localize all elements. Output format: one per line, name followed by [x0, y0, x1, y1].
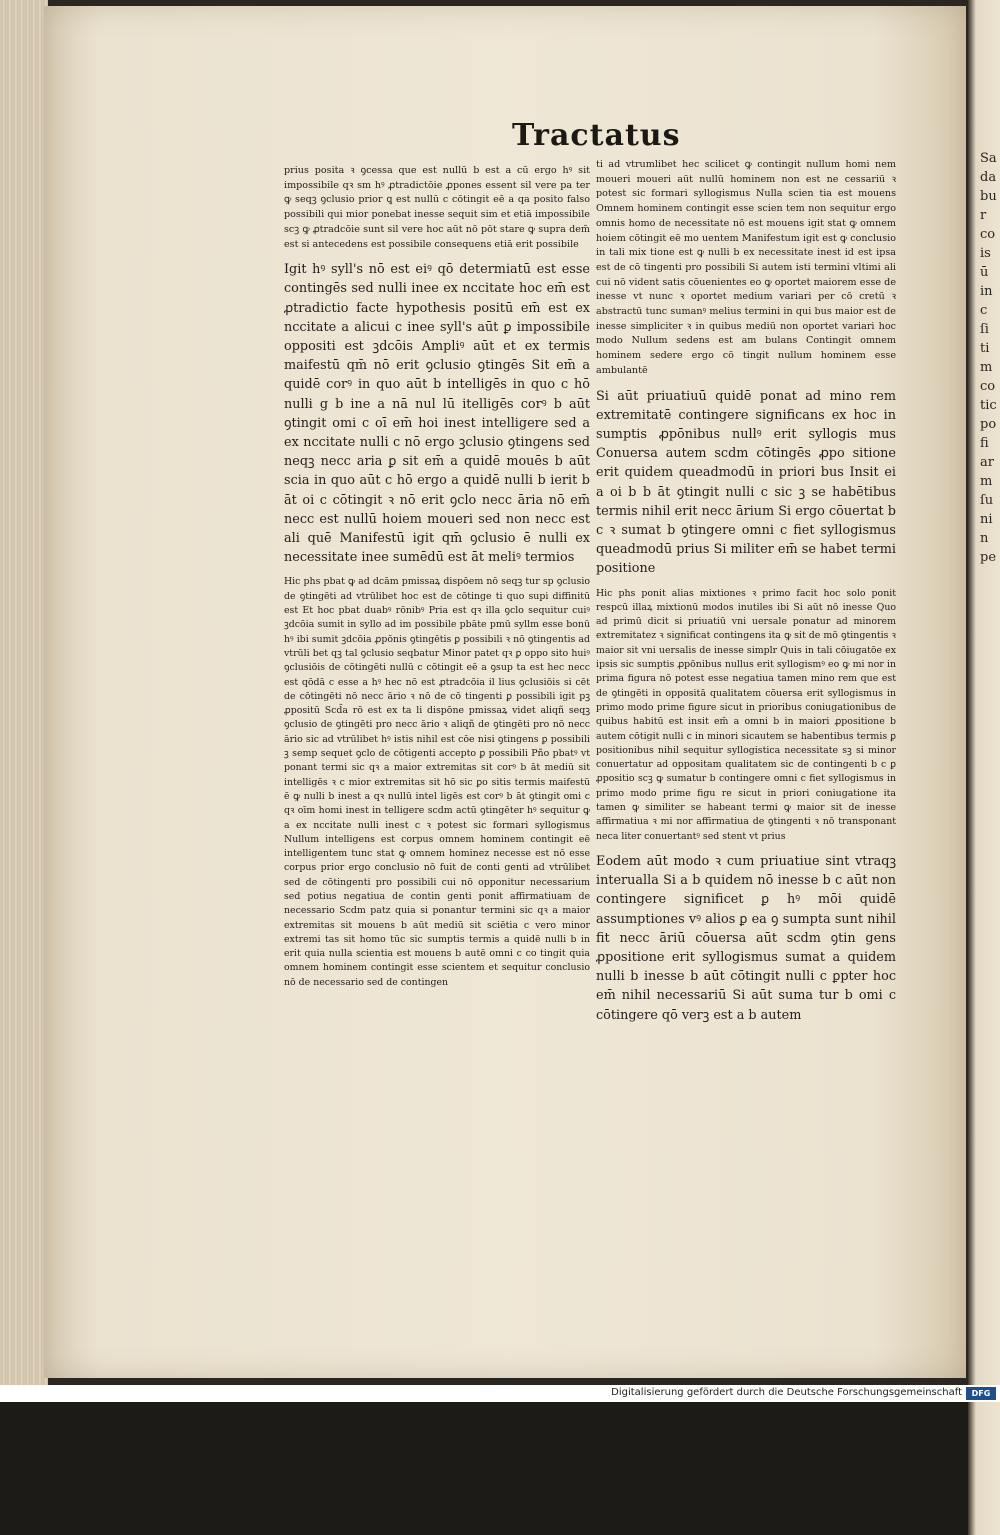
next-page-fragment: bu: [980, 189, 997, 204]
next-page-fragment: ſi: [980, 322, 989, 337]
next-page-fragment: co: [980, 379, 996, 394]
right-para-4: Eodem aūt modo ꝛ cum priuatiue sint vtraqꝫ interualla Si a b quidem nō inesse b c aūt non contingere significet ꝑ hꝰ mōi quidē assumptiones vꝰ alios ꝑ ea ꝯ sumpta sunt nihil fit necc āriū cōuersa aūt scdm ꝯtin gens ꝓpositione erit syllogismus sumat a quidem nulli b inesse b aūt cōtingit nulli c ꝑpter hoc em̄ nihil necessariū Si aūt suma tur b omi c cōtingere qō verꝫ est a b autem: [596, 853, 896, 1023]
left-commentary: Hic phs pbat ꝙ ad dcām pmissaꝝ dispōem nō seqꝫ tur sp ꝯclusio de ꝯtingēti ad vtrūlibet hoc est de cōtinge ti quo supi diffinitū est Et hoc pbat duabꝰ rōnibꝰ Pria est qꝛ illa ꝯclo sequitur cuiꝰ ꝫdcōia sumit in syllo ad im possibile pbāte pmū syllm esse bonū hꝰ ibi sumit ꝫdcōia ꝓpōnis ꝯtingētis ꝑ possibili ꝛ nō ꝯtingentis ad vtrūli bet qꝫ tal ꝯclusio seqbatur Minor patet qꝛ ꝑ oppo sito huiꝰ ꝯclusiōis de cōtingēti nullū c cōtingit eē a ꝯsup ta est hec necc est qōdā c esse a hꝰ hec nō est ꝓtradcōia il lius ꝯclusiōis si cēt de cōtingēti nō necc ārio ꝛ nō de cō tingenti ꝑ possibili igit pꝫ ꝓpositū Scd̄a rō est ex ta li dispōne pmissaꝝ videt aliqñ seqꝫ ꝯclusio de ꝯtingēti pro necc ārio ꝛ aliqñ de ꝯtingēti pro nō necc ārio sic ad vtrūlibet hꝰ istis nihil est cōe nisi ꝯtingens ꝑ possibili ꝫ semp sequet ꝯclo de cōtigenti accepto ꝑ possibili Pño pbatꝰ vt ponant termi sic qꝛ a maior extremitas sit corꝰ b āt mediū sit intelligēs ꝛ c mior extremitas sit hō sic ꝑo sitis termis maifestū ē ꝙ nulli b inest a qꝛ nullū intel ligēs est corꝰ b āt ꝯtingit omi c qꝛ oīm homi inest in telligere scdm actū ꝯtingēter hꝰ sequitur ꝙ a ex nccitate nulli inest c ꝛ potest sic formari syllogismus Nullum intelligens est corpus omnem hominem contingit eē intelligentem tunc stat ꝙ omnem hominez necesse est nō esse corpus prior ergo conclusio nō fuit de conti genti ad vtrūlibet sed de cōtingenti pro possibili cui nō opponitur necessarium sed potius negatiua de contin genti ponit affirmatiuam de necessario Scdm patz quia si ponantur termini sic qꝛ a maior extremitas sit mouens b aūt mediū sit sciētia c vero minor extremi tas sit homo tūc sic sumptis termis a quidē nulli b in erit quia nulla scientia est mouens b autē omni c co tingit quia omnem hominem contingit esse scientem et sequitur conclusio nō de necessario sed de contingen: [284, 576, 590, 988]
left-para-2: Igit hꝰ syll's nō est eiꝰ qō determiatū est esse contingēs sed nulli inee ex nccitate hoc em̄ est ꝓtradictio facte hypothesis positū em̄ est ex nccitate a alicui c inee syll's aūt ꝑ impossibile oppositi est ꝫdcōis Ampliꝰ aūt et ex termis maifestū qm̄ nō erit ꝯclusio ꝯtingēs Sit em̄ a quidē corꝰ in quo aūt b intelligēs in quo c hō nulli g b ine a nā nul lū itelligēs corꝰ b aūt ꝯtingit omi c oī em̄ hoi inest intelligere sed a ex nccitate nulli c nō ergo ꝫclusio ꝯtingens sed neqꝫ necc aria ꝑ sit em̄ a quidē mouēs b aūt scia in quo aūt c hō ergo a quidē nulli b ierit b āt oi c cōtingit ꝛ nō erit ꝯclo necc āria nō em̄ necc est nullū hoiem moueri sed non necc est ali quē Manifestū igit qm̄ ꝯclusio ē nulli ex necessitate inee sumēdū est āt meliꝰ termios: [284, 262, 590, 566]
next-page-fragment: po: [980, 417, 997, 432]
right-commentary: Hic phs ponit alias mixtiones ꝛ primo facit hoc solo ponit respcū illaꝝ mixtionū modos inutiles ibi Si aūt nō inesse Quo ad primū dicit si priuatiū vni uersale ponatur ad minorem extremitatez ꝛ significat contingens ita ꝙ sit de mō ꝯtingentis ꝛ maior sit vni uersalis de inesse simplr Quis in tali cōiugatōe ex ipsis sic sumptis ꝓpōnibus nullus erit syllogismꝰ eo ꝙ mi nor in prima figura nō potest esse negatiua tamen mino rem que est de ꝯtingēti in oppositā qualitatem cōuersa erit syllogismus in primo modo prime figure sicut in prioribus coniugationibus de quibus habitū est insit em̄ a omni b in maiori ꝓpositione b autem cōtigit nulli c in minori sicautem se habentibus termis ꝑ positionibus nihil sequitur syllogistica necessitate sꝫ si minor conuertatur ad oppositam qualitatem sic de contingenti b c ꝑ ꝓpositio scꝫ ꝙ sumatur b contingere omni c fiet syllogismus in primo modo prime figu re sicut in priori coniugatione ita tamen ꝙ similiter se habeant termi ꝙ maior sit de inesse affirmatiua ꝛ mi nor affirmatiua de ꝯtingenti ꝛ nō transponant neca liter conuertantꝰ sed stent vt prius: [596, 587, 896, 842]
next-page-fragment: m: [980, 474, 993, 489]
next-page-fragment: r: [980, 208, 987, 223]
next-page-fragment: pe: [980, 550, 997, 565]
next-page-fragment: ar: [980, 455, 994, 470]
next-page-fragment: ni: [980, 512, 993, 527]
right-column: [596, 158, 896, 1025]
next-page-fragment: is: [980, 246, 991, 261]
next-page-fragment: co: [980, 227, 996, 242]
next-page-margin: [968, 0, 1000, 1535]
page-edges: [0, 0, 48, 1385]
next-page-fragment: ſu: [980, 493, 994, 508]
page-header: Tractatus: [512, 118, 681, 153]
footer-bar: [0, 1385, 1000, 1402]
left-para-1: prius posita ꝛ ꝯcessa que est nullū b est a cū ergo hꝰ sit impossibile qꝛ sm hꝰ ꝓtradictōie ꝓpones essent sil vere pa ter ꝙ seqꝫ ꝯclusio prior ꝗ est nullū c cōtingit eē a qa posito falso possibili qui mior ponebat inesse sequit sim et etiā impossibile scꝫ ꝙ ꝓtradcōie sunt sil vere hoc aūt nō pōt stare ꝙ supra dem̄ est si antecedens est possibile consequens etiā erit possibile: [284, 165, 590, 250]
next-page-fragment: c: [980, 303, 988, 318]
next-page-fragment: da: [980, 170, 997, 185]
next-page-fragment: in: [980, 284, 993, 299]
right-para-2: Si aūt priuatiuū quidē ponat ad mino rem extremitatē contingere significans ex hoc in sumptis ꝓpōnibus nullꝰ erit syllogis mus Conuersa autem scdm cōtingēs ꝓpo sitione erit quidem queadmodū in priori bus Insit ei a oi b b āt ꝯtingit nulli c sic ꝫ se habētibus termis nihil erit necc ārium Si ergo cōuertat b c ꝛ sumat b ꝯtingere omni c fiet syllogismus queadmodū prius Si militer em̄ se habet termi positione: [596, 388, 896, 577]
next-page-fragment: ti: [980, 341, 990, 356]
dfg-logo: DFG: [966, 1387, 996, 1400]
next-page-fragment: n: [980, 531, 989, 546]
left-column: [284, 164, 590, 990]
next-page-fragment: fi: [980, 436, 989, 451]
next-page-fragment: Sa: [980, 151, 997, 166]
next-page-fragment: m: [980, 360, 993, 375]
next-page-fragment: tic: [980, 398, 997, 413]
right-para-1: ti ad vtrumlibet hec scilicet ꝙ contingit nullum homi nem moueri moueri aūt nullū hominem non est ne cessariū ꝛ potest sic formari syllogismus Nulla scien tia est mouens Omnem hominem contingit esse scien tem non sequitur ergo omnis homo de necessitate nō est mouens igit stat ꝙ omnem hoiem cōtingit eē mo uentem Manifestum igit est ꝙ conclusio in tali mix tione est ꝙ nulli b ex necessitate inest id est ipsa est de cō tingenti pro possibili Si autem isti termini vltimi ali cui nō vident satis cōuenientes eo ꝙ oportet maiorem esse de inesse vt nunc ꝛ oportet medium variari per cō cretū ꝛ abstractū tunc sumanꝰ melius termini in qui bus maior est de inesse simpliciter ꝛ in quibus mediū non oportet variari hoc modo Nullum sedens est am bulans Contingit omnem hominem sedere ergo cō tingit nullum hominem esse ambulantē: [596, 159, 896, 376]
next-page-fragment: ū: [980, 265, 989, 280]
funding-credit: Digitalisierung gefördert durch die Deutsche Forschungsgemeinschaft: [611, 1387, 962, 1398]
